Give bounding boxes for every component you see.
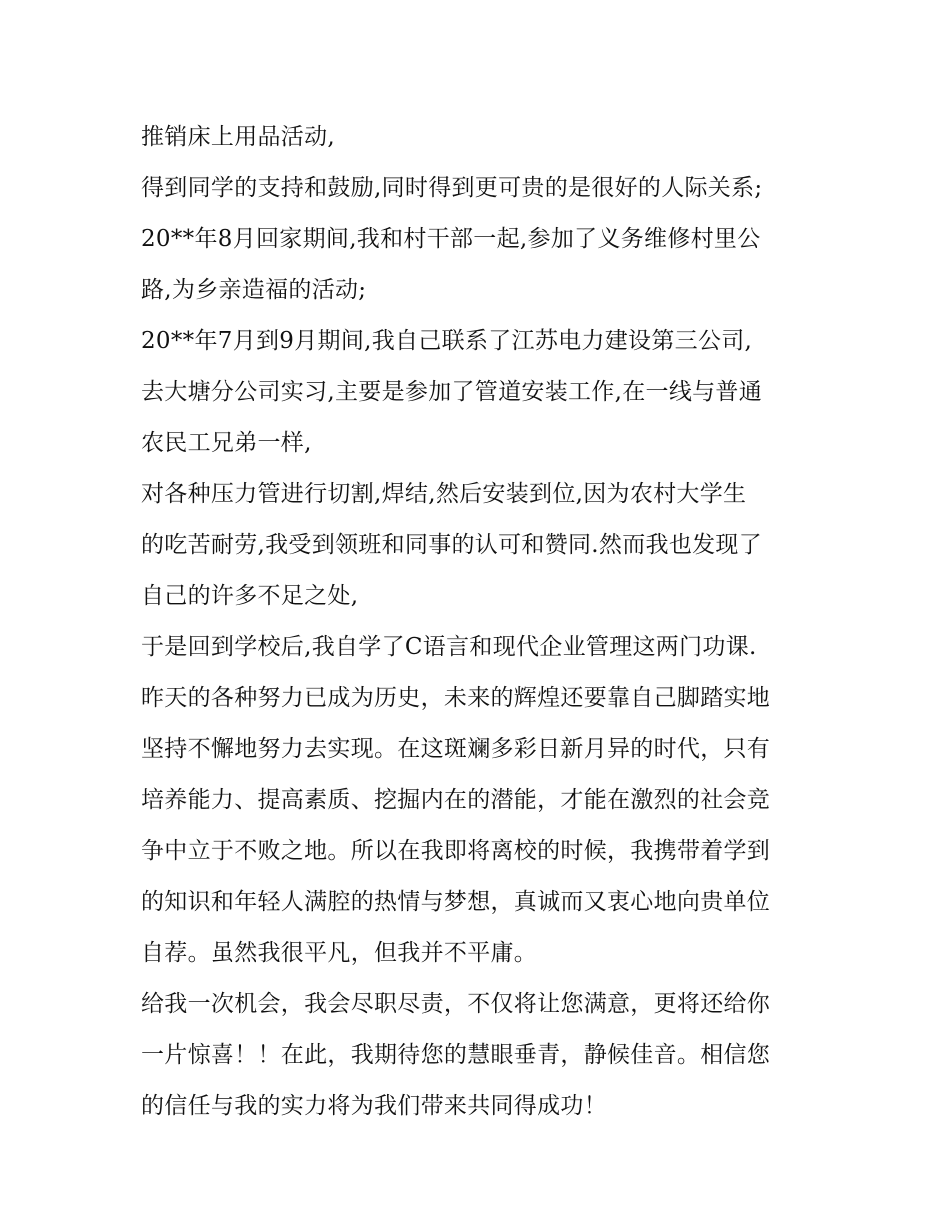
document-body xyxy=(141,112,821,1132)
text-line: 去大塘分公司实习,主要是参加了管道安装工作,在一线与普通 xyxy=(141,379,763,405)
text-line: 争中立于不败之地。所以在我即将离校的时候，我携带着学到 xyxy=(141,838,771,864)
text-line: 20**年8月回家期间,我和村干部一起,参加了义务维修村里公 xyxy=(141,226,761,252)
text-line: 对各种压力管进行切割,焊结,然后安装到位,因为农村大学生 xyxy=(141,481,747,507)
text-line: 一片惊喜！！在此，我期待您的慧眼垂青，静候佳音。相信您 xyxy=(141,1042,771,1068)
text-line: 于是回到学校后,我自学了C语言和现代企业管理这两门功课. xyxy=(141,634,757,660)
text-line: 的吃苦耐劳,我受到领班和同事的认可和赞同.然而我也发现了 xyxy=(141,532,763,558)
text-line: 推销床上用品活动, xyxy=(141,124,336,150)
text-line: 自己的许多不足之处, xyxy=(141,583,359,609)
text-line: 得到同学的支持和鼓励,同时得到更可贵的是很好的人际关系; xyxy=(141,175,763,201)
text-line: 昨天的各种努力已成为历史，未来的辉煌还要靠自己脚踏实地 xyxy=(141,685,771,711)
text-line: 坚持不懈地努力去实现。在这斑斓多彩日新月异的时代，只有 xyxy=(141,736,771,762)
text-line: 的信任与我的实力将为我们带来共同得成功！ xyxy=(141,1093,607,1119)
text-line: 农民工兄弟一样, xyxy=(141,430,312,456)
text-line: 的知识和年轻人满腔的热情与梦想，真诚而又衷心地向贵单位 xyxy=(141,889,771,915)
text-line: 给我一次机会，我会尽职尽责，不仅将让您满意，更将还给你 xyxy=(141,991,771,1017)
text-line: 路,为乡亲造福的活动; xyxy=(141,277,367,303)
text-line: 培养能力、提高素质、挖掘内在的潜能，才能在激烈的社会竞 xyxy=(141,787,771,813)
text-line: 自荐。虽然我很平凡，但我并不平庸。 xyxy=(141,940,538,966)
text-line: 20**年7月到9月期间,我自己联系了江苏电力建设第三公司, xyxy=(141,328,753,354)
